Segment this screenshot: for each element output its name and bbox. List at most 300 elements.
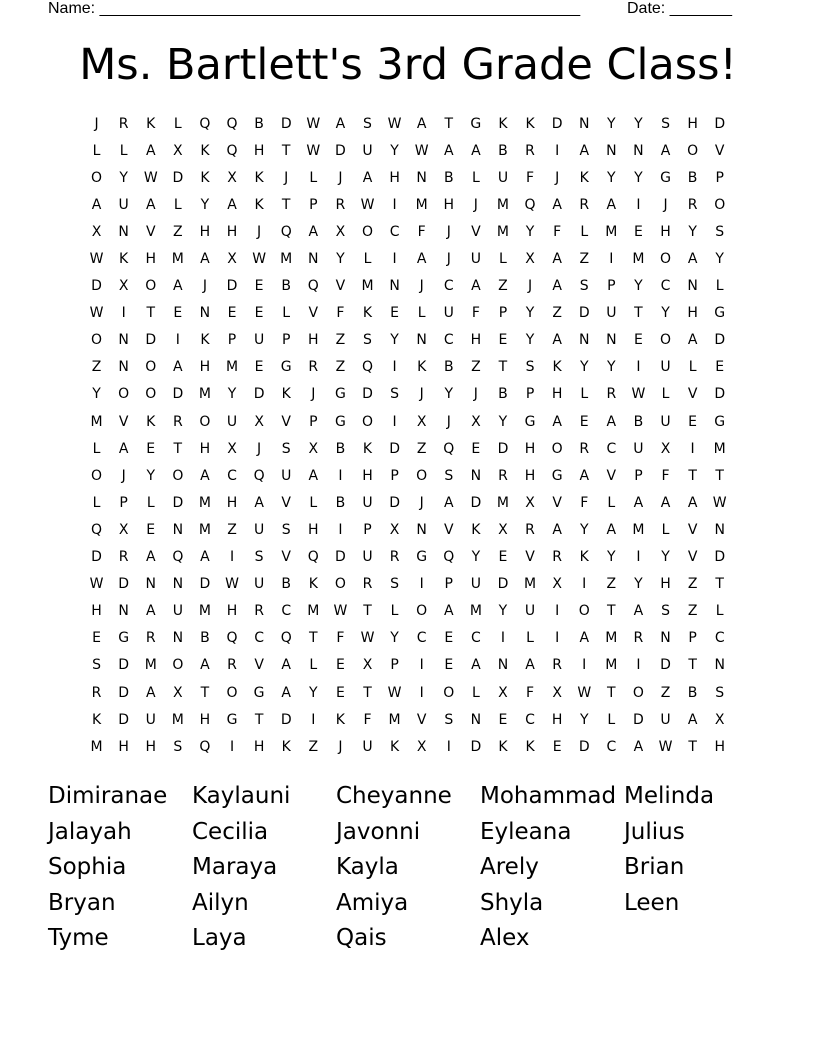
grid-letter: F: [471, 305, 480, 322]
grid-letter: H: [551, 386, 563, 403]
grid-letter: L: [92, 494, 101, 511]
grid-letter: J: [257, 440, 262, 457]
word-list-item: Javonni: [336, 818, 421, 845]
grid-letter: S: [363, 115, 372, 132]
grid-letter: A: [145, 603, 156, 620]
grid-letter: F: [363, 711, 372, 728]
grid-letter: X: [498, 521, 508, 538]
grid-letter: K: [146, 413, 156, 430]
grid-letter: L: [282, 305, 291, 322]
grid-letter: K: [91, 711, 102, 728]
grid-letter: C: [281, 603, 292, 620]
grid-letter: E: [92, 630, 101, 647]
grid-letter: F: [526, 169, 535, 186]
grid-letter: M: [361, 278, 374, 295]
grid-letter: N: [389, 278, 400, 295]
grid-letter: Y: [607, 359, 616, 376]
grid-letter: N: [714, 657, 725, 674]
grid-letter: H: [551, 711, 563, 728]
grid-letter: S: [390, 386, 400, 403]
grid-letter: L: [390, 603, 399, 620]
grid-letter: A: [552, 251, 562, 268]
grid-letter: A: [471, 278, 481, 295]
grid-letter: U: [253, 521, 265, 538]
grid-letter: Y: [634, 576, 643, 593]
grid-letter: U: [172, 603, 183, 620]
grid-letter: A: [200, 251, 210, 268]
grid-letter: K: [200, 169, 210, 186]
grid-letter: E: [688, 413, 698, 430]
grid-letter: P: [390, 467, 399, 484]
grid-letter: V: [687, 386, 698, 403]
grid-letter: P: [363, 521, 372, 538]
grid-letter: O: [118, 386, 130, 403]
grid-letter: Q: [226, 142, 238, 159]
grid-letter: M: [605, 657, 618, 674]
grid-letter: H: [91, 603, 102, 620]
grid-letter: D: [335, 142, 346, 159]
grid-letter: Z: [335, 359, 346, 376]
grid-letter: L: [309, 494, 318, 511]
word-list-item: Cheyanne: [336, 783, 452, 809]
word-list-item: Mohammad: [480, 783, 617, 809]
grid-letter: T: [363, 603, 372, 620]
grid-letter: Q: [307, 549, 319, 566]
grid-letter: H: [199, 711, 211, 728]
grid-letter: J: [419, 494, 424, 511]
grid-letter: Z: [579, 251, 590, 268]
grid-letter: L: [119, 142, 128, 159]
grid-letter: J: [257, 223, 262, 240]
grid-letter: M: [198, 386, 211, 403]
grid-letter: O: [687, 142, 699, 159]
grid-letter: U: [362, 549, 373, 566]
grid-letter: V: [687, 549, 698, 566]
grid-letter: J: [446, 413, 451, 430]
word-list-item: Shyla: [480, 889, 544, 916]
grid-letter: W: [89, 305, 104, 322]
grid-letter: L: [661, 521, 670, 538]
grid-letter: D: [118, 711, 130, 728]
grid-letter: M: [632, 251, 645, 268]
grid-letter: A: [308, 467, 319, 484]
grid-letter: E: [552, 738, 562, 755]
grid-letter: O: [199, 413, 211, 430]
word-list-item: Melinda: [624, 783, 715, 809]
grid-letter: Z: [335, 332, 346, 349]
grid-letter: A: [552, 196, 562, 213]
grid-letter: I: [392, 413, 397, 430]
grid-letter: K: [335, 711, 345, 728]
grid-letter: X: [227, 169, 237, 186]
grid-letter: V: [281, 413, 291, 430]
grid-letter: A: [552, 521, 562, 538]
grid-letter: H: [253, 142, 265, 159]
grid-letter: X: [525, 494, 535, 511]
grid-letter: L: [92, 142, 101, 159]
grid-letter: T: [607, 603, 616, 620]
grid-letter: B: [687, 684, 698, 701]
grid-letter: A: [552, 413, 562, 430]
grid-letter: T: [281, 142, 291, 159]
grid-letter: Q: [253, 467, 265, 484]
grid-letter: A: [552, 278, 562, 295]
grid-letter: R: [254, 603, 264, 620]
grid-letter: K: [471, 521, 481, 538]
grid-letter: D: [362, 386, 373, 403]
grid-letter: I: [338, 467, 343, 484]
grid-letter: N: [172, 576, 184, 593]
grid-letter: D: [172, 386, 184, 403]
grid-letter: H: [145, 251, 156, 268]
grid-letter: G: [714, 413, 726, 430]
word-list-item: Kaylauni: [192, 783, 291, 809]
grid-letter: R: [525, 521, 535, 538]
grid-letter: T: [607, 684, 616, 701]
grid-letter: L: [526, 630, 534, 647]
grid-letter: P: [444, 576, 453, 593]
grid-letter: K: [281, 738, 291, 755]
grid-letter: A: [687, 711, 698, 728]
grid-letter: X: [118, 521, 129, 538]
grid-letter: Y: [336, 251, 345, 268]
grid-letter: N: [416, 332, 427, 349]
grid-letter: M: [605, 630, 618, 647]
grid-letter: D: [470, 738, 482, 755]
grid-letter: I: [636, 359, 641, 376]
grid-letter: S: [281, 440, 291, 457]
grid-letter: A: [416, 115, 427, 132]
grid-letter: G: [334, 413, 346, 430]
grid-letter: J: [338, 738, 343, 755]
grid-letter: X: [362, 657, 373, 674]
page-title: Ms. Bartlett's 3rd Grade Class!: [79, 40, 737, 90]
grid-letter: A: [687, 332, 698, 349]
grid-letter: Y: [200, 196, 210, 213]
grid-letter: Y: [444, 386, 454, 403]
word-list-item: Dimiranae: [48, 783, 168, 809]
grid-letter: R: [579, 196, 590, 213]
grid-letter: L: [417, 305, 426, 322]
grid-letter: X: [335, 223, 346, 240]
grid-letter: Q: [361, 359, 373, 376]
grid-letter: Y: [579, 711, 589, 728]
grid-letter: I: [636, 549, 641, 566]
grid-letter: D: [470, 494, 482, 511]
grid-letter: E: [444, 657, 454, 674]
grid-letter: D: [389, 440, 400, 457]
grid-letter: A: [227, 196, 237, 213]
grid-letter: H: [199, 440, 211, 457]
word-list-item: Arely: [480, 854, 539, 880]
grid-letter: U: [524, 603, 536, 620]
grid-letter: E: [498, 332, 508, 349]
word-list-item: Laya: [192, 925, 247, 951]
grid-letter: Q: [226, 115, 238, 132]
grid-letter: Z: [687, 576, 698, 593]
grid-letter: F: [580, 494, 589, 511]
grid-letter: K: [498, 115, 508, 132]
grid-letter: U: [362, 142, 373, 159]
grid-letter: H: [660, 576, 671, 593]
grid-letter: D: [118, 576, 130, 593]
grid-letter: G: [416, 549, 428, 566]
grid-letter: K: [146, 115, 156, 132]
grid-letter: N: [578, 332, 590, 349]
grid-letter: U: [470, 251, 481, 268]
grid-letter: H: [145, 738, 156, 755]
grid-letter: U: [660, 413, 671, 430]
grid-letter: N: [416, 169, 427, 186]
grid-letter: A: [633, 494, 644, 511]
grid-letter: P: [309, 196, 318, 213]
grid-letter: M: [713, 440, 726, 457]
grid-letter: S: [525, 359, 535, 376]
grid-letter: K: [552, 359, 562, 376]
grid-letter: V: [525, 549, 535, 566]
grid-letter: M: [90, 413, 103, 430]
grid-letter: A: [552, 332, 562, 349]
grid-letter: W: [252, 251, 267, 268]
grid-letter: T: [715, 467, 724, 484]
grid-letter: O: [226, 684, 238, 701]
grid-letter: A: [145, 684, 156, 701]
grid-letter: K: [254, 169, 264, 186]
word-list-item: Amiya: [336, 889, 409, 916]
grid-letter: K: [362, 305, 373, 322]
grid-letter: K: [525, 738, 535, 755]
word-list-item: Julius: [624, 818, 685, 845]
grid-letter: R: [552, 657, 562, 674]
grid-letter: K: [200, 332, 210, 349]
grid-letter: I: [419, 684, 424, 701]
grid-letter: K: [525, 115, 535, 132]
grid-letter: V: [687, 521, 698, 538]
grid-letter: W: [414, 142, 429, 159]
grid-letter: V: [714, 142, 725, 159]
grid-letter: X: [389, 521, 400, 538]
word-list-item: Jalayah: [48, 818, 132, 845]
grid-letter: X: [552, 576, 562, 593]
grid-letter: D: [280, 115, 292, 132]
grid-letter: K: [281, 386, 291, 403]
grid-letter: L: [309, 169, 318, 186]
grid-letter: D: [172, 169, 184, 186]
grid-letter: O: [145, 278, 157, 295]
grid-letter: V: [416, 711, 427, 728]
word-list-item: Bryan: [48, 889, 116, 916]
grid-letter: D: [551, 115, 563, 132]
grid-letter: J: [419, 386, 424, 403]
grid-letter: V: [335, 278, 346, 295]
grid-letter: V: [118, 413, 129, 430]
grid-letter: J: [311, 386, 316, 403]
grid-letter: R: [145, 630, 156, 647]
grid-letter: K: [389, 738, 400, 755]
grid-letter: C: [389, 223, 400, 240]
grid-letter: N: [633, 142, 644, 159]
grid-letter: W: [712, 494, 727, 511]
grid-letter: A: [173, 359, 183, 376]
grid-letter: W: [360, 196, 375, 213]
grid-letter: A: [145, 549, 156, 566]
grid-letter: Y: [634, 115, 643, 132]
grid-letter: F: [553, 223, 562, 240]
grid-letter: Y: [146, 467, 156, 484]
grid-letter: A: [525, 657, 535, 674]
grid-letter: V: [471, 223, 481, 240]
grid-letter: D: [199, 576, 211, 593]
grid-letter: Z: [660, 684, 671, 701]
grid-letter: D: [91, 549, 102, 566]
grid-letter: V: [254, 657, 264, 674]
grid-letter: O: [714, 196, 726, 213]
grid-letter: E: [579, 413, 589, 430]
grid-letter: C: [443, 278, 454, 295]
grid-letter: M: [198, 494, 211, 511]
grid-letter: Q: [172, 549, 184, 566]
grid-letter: Q: [280, 630, 292, 647]
grid-letter: O: [578, 603, 590, 620]
grid-letter: N: [470, 467, 482, 484]
grid-letter: A: [606, 413, 617, 430]
grid-letter: Q: [199, 115, 211, 132]
grid-letter: Y: [715, 251, 724, 268]
grid-letter: M: [524, 576, 537, 593]
grid-letter: T: [254, 711, 264, 728]
grid-letter: O: [145, 386, 157, 403]
grid-letter: R: [606, 386, 617, 403]
grid-letter: J: [473, 196, 478, 213]
grid-letter: U: [253, 332, 265, 349]
grid-letter: B: [498, 142, 508, 159]
grid-letter: N: [118, 332, 129, 349]
grid-letter: Y: [661, 549, 670, 566]
grid-letter: C: [606, 738, 617, 755]
grid-letter: B: [281, 278, 291, 295]
grid-letter: X: [308, 440, 319, 457]
word-list-item: Cecilia: [192, 818, 269, 845]
grid-letter: S: [390, 576, 400, 593]
grid-letter: Z: [227, 521, 237, 538]
grid-letter: O: [632, 684, 644, 701]
grid-letter: Z: [606, 576, 617, 593]
grid-letter: S: [281, 521, 291, 538]
grid-letter: X: [227, 440, 237, 457]
grid-letter: O: [172, 657, 184, 674]
grid-letter: C: [470, 630, 481, 647]
grid-letter: Y: [227, 386, 237, 403]
grid-letter: W: [306, 115, 321, 132]
word-list-item: Ailyn: [192, 889, 249, 916]
grid-letter: U: [281, 467, 292, 484]
date-field-label: Date: _______: [627, 0, 732, 17]
grid-letter: D: [633, 711, 644, 728]
grid-letter: I: [555, 603, 560, 620]
grid-letter: S: [173, 738, 183, 755]
grid-letter: R: [172, 413, 183, 430]
grid-letter: W: [89, 251, 104, 268]
grid-letter: U: [443, 305, 454, 322]
grid-letter: O: [416, 603, 428, 620]
grid-letter: Y: [525, 223, 535, 240]
grid-letter: S: [254, 549, 264, 566]
grid-letter: G: [253, 684, 265, 701]
grid-letter: T: [444, 115, 454, 132]
grid-letter: X: [227, 251, 237, 268]
grid-letter: D: [118, 684, 130, 701]
grid-letter: I: [338, 521, 343, 538]
grid-letter: E: [390, 305, 399, 322]
grid-letter: A: [145, 196, 156, 213]
grid-letter: B: [687, 169, 698, 186]
grid-letter: D: [714, 115, 726, 132]
grid-letter: J: [94, 115, 99, 132]
grid-letter: L: [715, 603, 724, 620]
grid-letter: R: [579, 440, 590, 457]
grid-letter: Z: [91, 359, 102, 376]
word-list-item: Eyleana: [480, 818, 572, 845]
grid-letter: S: [444, 711, 454, 728]
grid-letter: O: [660, 251, 672, 268]
grid-letter: D: [497, 576, 509, 593]
grid-letter: D: [172, 494, 184, 511]
grid-letter: M: [225, 359, 239, 376]
word-list-item: Sophia: [48, 854, 127, 880]
grid-letter: T: [281, 196, 291, 213]
grid-letter: R: [362, 576, 373, 593]
grid-letter: Y: [661, 305, 670, 322]
grid-letter: V: [552, 494, 562, 511]
grid-letter: T: [715, 576, 724, 593]
grid-letter: Q: [199, 738, 211, 755]
grid-letter: F: [417, 223, 426, 240]
grid-letter: Q: [307, 278, 319, 295]
grid-letter: O: [361, 223, 373, 240]
grid-letter: N: [172, 521, 184, 538]
grid-letter: I: [311, 711, 316, 728]
grid-letter: U: [226, 413, 238, 430]
grid-letter: D: [389, 494, 400, 511]
grid-letter: I: [121, 305, 126, 322]
grid-letter: M: [90, 738, 103, 755]
grid-letter: J: [284, 169, 289, 186]
grid-letter: G: [118, 630, 130, 647]
grid-letter: C: [443, 332, 454, 349]
grid-letter: N: [199, 305, 211, 322]
grid-letter: A: [200, 467, 210, 484]
grid-letter: A: [579, 630, 590, 647]
grid-letter: R: [227, 657, 237, 674]
grid-letter: X: [91, 223, 102, 240]
grid-letter: R: [118, 549, 129, 566]
grid-letter: D: [226, 278, 238, 295]
grid-letter: X: [416, 738, 427, 755]
grid-letter: Y: [634, 278, 643, 295]
grid-letter: K: [119, 251, 129, 268]
grid-letter: Y: [390, 142, 399, 159]
grid-letter: R: [389, 549, 400, 566]
grid-letter: S: [92, 657, 101, 674]
grid-letter: C: [606, 440, 617, 457]
grid-letter: S: [444, 467, 454, 484]
grid-letter: L: [499, 251, 507, 268]
grid-letter: M: [632, 521, 645, 538]
grid-letter: N: [172, 630, 184, 647]
grid-letter: M: [144, 657, 157, 674]
grid-letter: M: [469, 603, 482, 620]
grid-letter: A: [660, 494, 671, 511]
